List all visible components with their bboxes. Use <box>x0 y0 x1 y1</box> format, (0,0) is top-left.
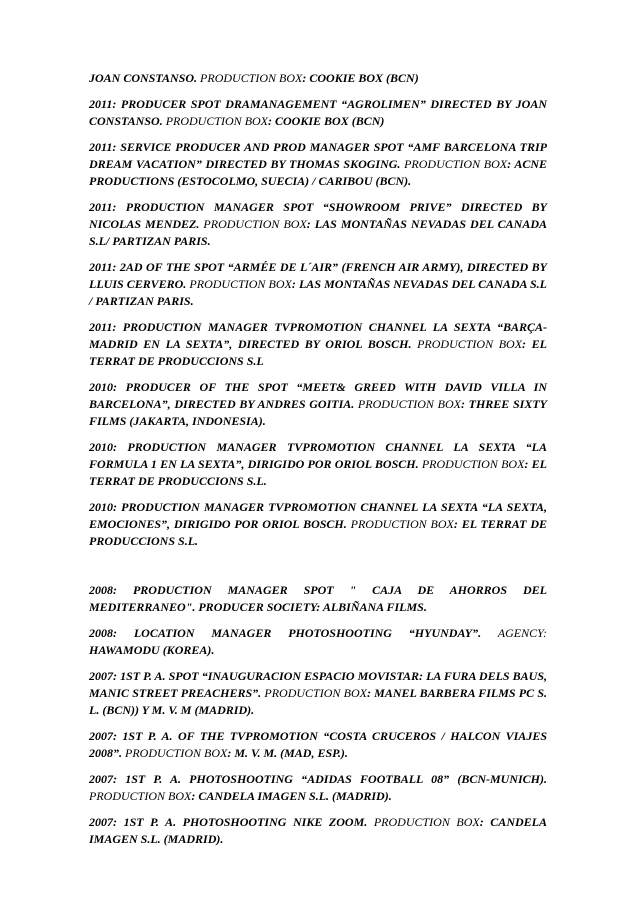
entry-label: PRODUCTION BOX <box>367 815 480 829</box>
credit-entry <box>89 319 547 370</box>
credit-entry <box>89 439 547 490</box>
entry-label: PRODUCTION BOX <box>199 217 307 231</box>
entry-lead: JOAN CONSTANSO. <box>89 71 198 85</box>
entry-company: : COOKIE BOX (BCN) <box>268 114 385 128</box>
credit-entry <box>89 139 547 190</box>
entry-company: : LAS MONTAÑAS NEVADAS DEL CANADA S.L/ PARTIZAN PARIS. <box>89 217 547 248</box>
credit-entry <box>89 379 547 430</box>
entry-lead: 2011: 2AD OF THE SPOT “ARMÉE DE L´AIR” (FRENCH AIR ARMY), DIRECTED BY LLUIS CERVERO. <box>89 260 547 291</box>
entry-lead: 2010: PRODUCTION MANAGER TVPROMOTION CHANNEL LA SEXTA “LA SEXTA, EMOCIONES”, DIRIGIDO POR ORIOL BOSCH. <box>89 500 547 531</box>
credit-entry <box>89 668 547 719</box>
credit-entry <box>89 499 547 550</box>
entry-label: PRODUCTION BOX <box>411 337 523 351</box>
entry-label: PRODUCTION BOX <box>346 517 454 531</box>
entry-lead: 2007: 1ST P. A. PHOTOSHOOTING “ADIDAS FOOTBALL 08” (BCN-MUNICH). <box>89 772 547 786</box>
entry-label: PRODUCTION BOX <box>162 114 269 128</box>
credit-entry <box>89 199 547 250</box>
credit-entry <box>89 582 547 616</box>
entry-label: PRODUCTION BOX <box>122 746 228 760</box>
entry-lead: 2008: LOCATION MANAGER PHOTOSHOOTING “HYUNDAY”. <box>89 626 482 640</box>
entry-lead: 2011: PRODUCTION MANAGER TVPROMOTION CHANNEL LA SEXTA “BARÇA-MADRID EN LA SEXTA”, DIRECTED BY ORIOL BOSCH. <box>89 320 547 351</box>
credit-entry <box>89 728 547 762</box>
entry-company: : EL TERRAT DE PRODUCCIONS S.L <box>89 337 547 368</box>
document-page <box>89 70 547 857</box>
entry-company: : EL TERRAT DE PRODUCCIONS S.L. <box>89 457 547 488</box>
entry-label: PRODUCTION BOX <box>261 686 367 700</box>
entry-company: : LAS MONTAÑAS NEVADAS DEL CANADA S.L / PARTIZAN PARIS. <box>89 277 547 308</box>
entry-company: : COOKIE BOX (BCN) <box>302 71 419 85</box>
entry-lead: 2011: SERVICE PRODUCER AND PROD MANAGER SPOT “AMF BARCELONA TRIP DREAM VACATION” DIRECTED BY THOMAS SKOGING. <box>89 140 547 171</box>
entry-lead: 2011: PRODUCTION MANAGER SPOT “SHOWROOM PRIVE” DIRECTED BY NICOLAS MENDEZ. <box>89 200 547 231</box>
credit-entry <box>89 771 547 805</box>
entry-label: PRODUCTION BOX <box>197 71 303 85</box>
entry-company: : EL TERRAT DE PRODUCCIONS S.L. <box>89 517 548 548</box>
credit-entry <box>89 814 547 848</box>
entry-lead: 2008: PRODUCTION MANAGER SPOT " CAJA DE AHORROS DEL MEDITERRANEO". PRODUCER SOCIETY: ALBIÑANA FILMS. <box>89 583 547 614</box>
entry-lead: 2007: 1ST P. A. OF THE TVPROMOTION “COSTA CRUCEROS / HALCON VIAJES 2008”. <box>89 729 547 760</box>
credit-entry <box>89 70 547 87</box>
entry-label: PRODUCTION BOX <box>400 157 508 171</box>
entry-company: : M. V. M. (MAD, ESP.). <box>227 746 348 760</box>
entry-company: : ACNE PRODUCTIONS (ESTOCOLMO, SUECIA) / CARIBOU (BCN). <box>89 157 547 188</box>
entry-label: PRODUCTION BOX <box>186 277 292 291</box>
credit-entry <box>89 625 547 659</box>
entry-lead: 2007: 1ST P. A. PHOTOSHOOTING NIKE ZOOM. <box>89 815 368 829</box>
entry-label: PRODUCTION BOX <box>354 397 461 411</box>
entry-label: AGENCY: <box>481 626 547 640</box>
entry-lead: 2010: PRODUCTION MANAGER TVPROMOTION CHANNEL LA SEXTA “LA FORMULA 1 EN LA SEXTA”, DIRIGIDO POR ORIOL BOSCH. <box>89 440 547 471</box>
entry-label: PRODUCTION BOX <box>89 789 192 803</box>
entry-company: : CANDELA IMAGEN S.L. (MADRID). <box>191 789 392 803</box>
entry-company: : MANEL BARBERA FILMS PC S. L. (BCN)) Y M. V. M (MADRID). <box>89 686 548 717</box>
entry-lead: 2011: PRODUCER SPOT DRAMANAGEMENT “AGROLIMEN” DIRECTED BY JOAN CONSTANSO. <box>89 97 547 128</box>
entry-label: PRODUCTION BOX <box>418 457 525 471</box>
entry-company: : CANDELA IMAGEN S.L. (MADRID). <box>89 815 547 846</box>
entry-company: HAWAMODU (KOREA). <box>89 643 215 657</box>
credit-entry <box>89 259 547 310</box>
credit-entry <box>89 96 547 130</box>
entry-lead: 2010: PRODUCER OF THE SPOT “MEET& GREED WITH DAVID VILLA IN BARCELONA”, DIRECTED BY ANDRES GOITIA. <box>89 380 547 411</box>
entry-lead: 2007: 1ST P. A. SPOT “INAUGURACION ESPACIO MOVISTAR: LA FURA DELS BAUS, MANIC STREET PREACHERS”. <box>89 669 547 700</box>
entry-company: : THREE SIXTY FILMS (JAKARTA, INDONESIA). <box>89 397 548 428</box>
